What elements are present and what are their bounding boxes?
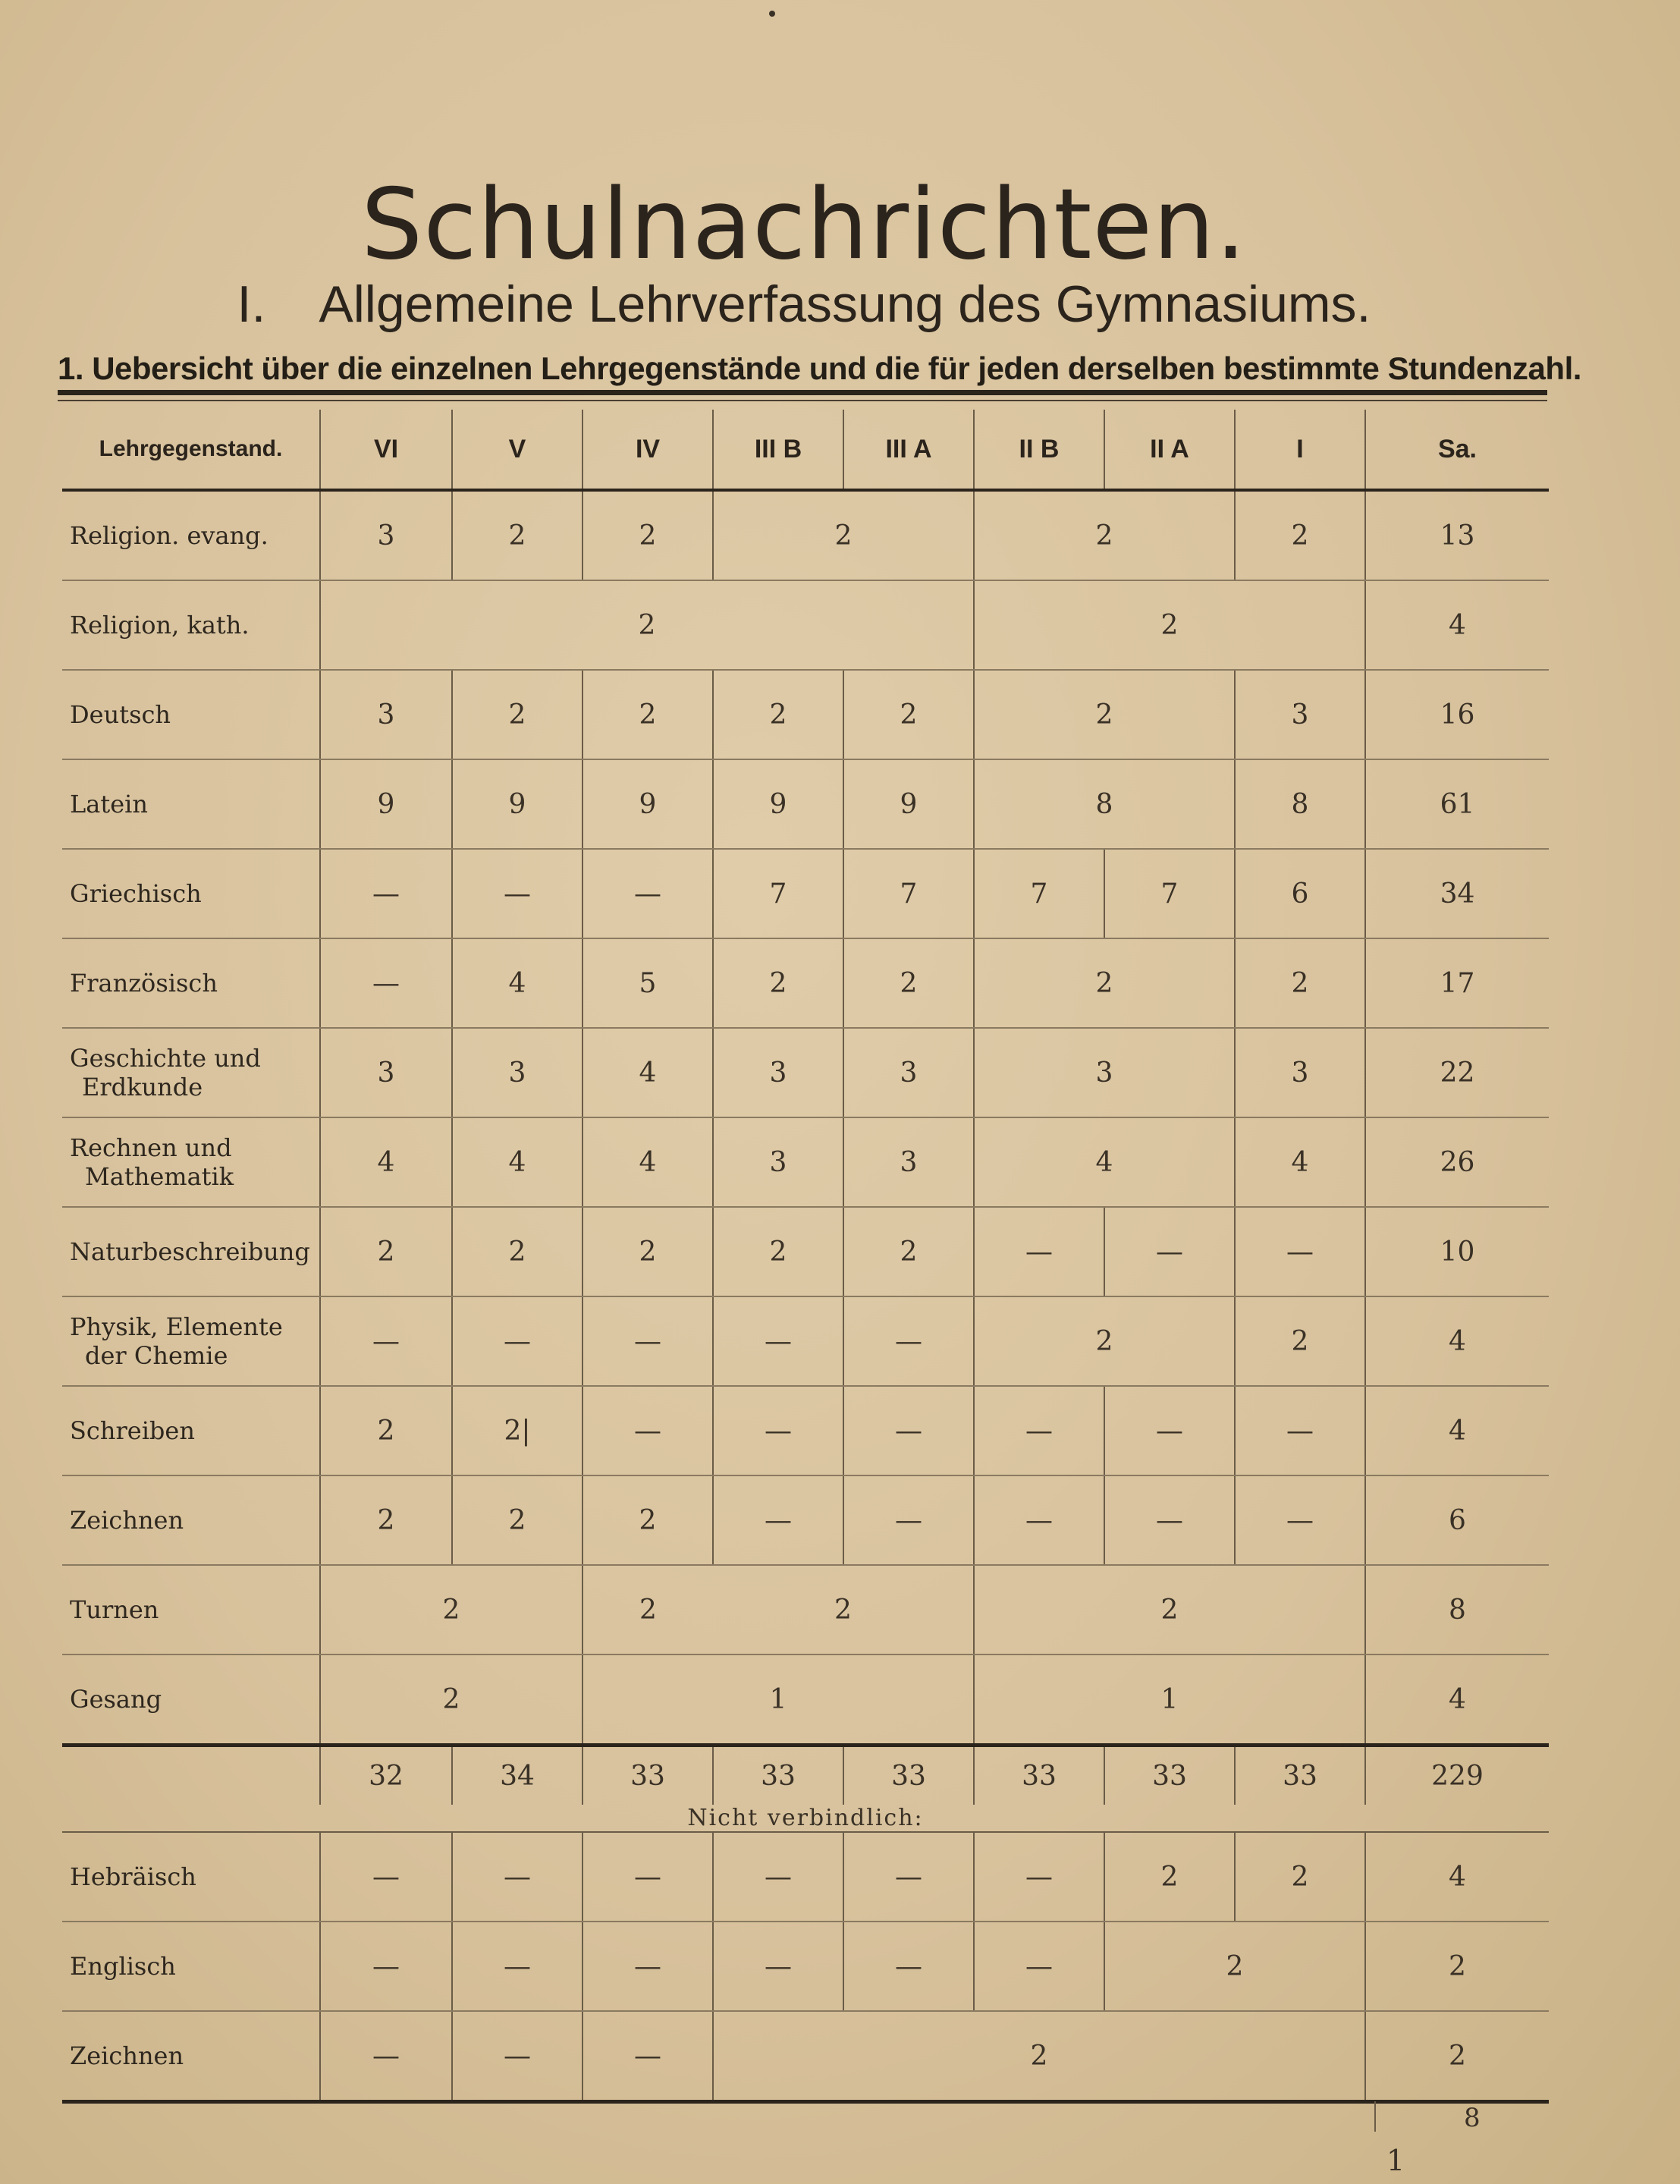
cell-iiia: — [843, 1386, 974, 1475]
total-iv: 33 [583, 1746, 713, 1805]
cell-v: 3 [452, 1028, 583, 1117]
footer-carry: 8 [1464, 2103, 1481, 2133]
cell-i: — [1235, 1207, 1365, 1296]
header-iia: II A [1104, 410, 1235, 490]
cell-ii: 2 [974, 490, 1235, 580]
cell-i: 3 [1235, 1028, 1365, 1117]
header-iiib: III B [713, 410, 843, 490]
cell-vi: 3 [320, 490, 452, 580]
cell-iiia: — [843, 1475, 974, 1565]
total-sum: 229 [1365, 1746, 1549, 1805]
header-vi: VI [320, 410, 452, 490]
cell-sum: 2 [1365, 1922, 1549, 2011]
cell-iv: 9 [583, 759, 713, 849]
cell-v: — [452, 1922, 583, 2011]
cell-mid: 1 [583, 1654, 974, 1746]
cell-sum: 4 [1365, 1654, 1549, 1746]
header-row [62, 410, 1549, 490]
cell-v: 9 [452, 759, 583, 849]
cell-iiia: 3 [843, 1117, 974, 1207]
cell-vi: 4 [320, 1117, 452, 1207]
cell-sum: 4 [1365, 1296, 1549, 1386]
row-physik [62, 1296, 1549, 1386]
header-iv: IV [583, 410, 713, 490]
cell-vi-v: 2 [320, 1654, 583, 1746]
subtitle-number: I. [237, 275, 266, 333]
cell-v: 4 [452, 1117, 583, 1207]
cell-vi: — [320, 1832, 452, 1922]
cell-iiib: 2 [713, 670, 843, 759]
cell-iii: 2 [713, 490, 974, 580]
row-zeichnen [62, 1475, 1549, 1565]
cell-iib: — [974, 1475, 1104, 1565]
cell-ii: 2 [974, 670, 1235, 759]
row-totals [62, 1746, 1549, 1805]
cell-iiib: — [713, 1386, 843, 1475]
total-i: 33 [1235, 1746, 1365, 1805]
cell-vi: — [320, 2011, 452, 2102]
cell-vi: 9 [320, 759, 452, 849]
cell-sum: 16 [1365, 670, 1549, 759]
cell-iia: — [1104, 1386, 1235, 1475]
row-hebraeisch [62, 1832, 1549, 1922]
cell-v: — [452, 849, 583, 938]
row-label [62, 1296, 320, 1386]
cell-iv: — [583, 1296, 713, 1386]
row-naturbeschreibung [62, 1207, 1549, 1296]
cell-vi: 3 [320, 670, 452, 759]
cell-iiib: — [713, 1296, 843, 1386]
total-vi: 32 [320, 1746, 452, 1805]
row-franzoesisch [62, 938, 1549, 1028]
cell-iiib: 2 [713, 1207, 843, 1296]
cell-upper: 2 [1104, 1922, 1365, 2011]
subtitle-text: Allgemeine Lehrverfassung des Gymnasiums. [319, 275, 1371, 333]
heading-rule-thin [58, 400, 1547, 401]
cell-sum: 4 [1365, 1386, 1549, 1475]
cell-iia: — [1104, 1207, 1235, 1296]
cell-v: — [452, 2011, 583, 2102]
cell-iib: — [974, 1922, 1104, 2011]
cell-iiib: 3 [713, 1028, 843, 1117]
cell-iiib: — [713, 1832, 843, 1922]
row-label: Zeichnen [62, 2011, 320, 2102]
cell-sum: 34 [1365, 849, 1549, 938]
row-label-line2: Erdkunde [82, 1073, 203, 1101]
cell-iv: 2 [583, 1565, 713, 1654]
cell-i: 8 [1235, 759, 1365, 849]
cell-ii: 2 [974, 938, 1235, 1028]
cell-iv: — [583, 1832, 713, 1922]
row-label: Religion. evang. [62, 490, 320, 580]
cell-iiib: — [713, 1922, 843, 2011]
row-label: Religion, kath. [62, 580, 320, 670]
cell-iia: 2 [1104, 1832, 1235, 1922]
row-englisch [62, 1922, 1549, 2011]
cell-iib: 7 [974, 849, 1104, 938]
header-i: I [1235, 410, 1365, 490]
cell-iib: — [974, 1207, 1104, 1296]
cell-sum: 2 [1365, 2011, 1549, 2102]
cell-i: 2 [1235, 938, 1365, 1028]
cell-iiia: 2 [843, 670, 974, 759]
row-turnen [62, 1565, 1549, 1654]
cell-vi: — [320, 1296, 452, 1386]
cell-sum: 26 [1365, 1117, 1549, 1207]
cell-vi: 2 [320, 1475, 452, 1565]
cell-v: 2 [452, 1207, 583, 1296]
page-number: 1 [1386, 2144, 1405, 2177]
cell-v: 2 [452, 670, 583, 759]
cell-sum: 4 [1365, 580, 1549, 670]
cell-i: 3 [1235, 670, 1365, 759]
cell-i: — [1235, 1386, 1365, 1475]
row-label: Griechisch [62, 849, 320, 938]
cell-upper: 2 [713, 2011, 1365, 2102]
cell-iiib: 2 [713, 938, 843, 1028]
cell-iv: — [583, 2011, 713, 2102]
cell-iiia: 9 [843, 759, 974, 849]
cell-sum: 17 [1365, 938, 1549, 1028]
cell-lower: 2 [320, 580, 974, 670]
schedule-table [62, 410, 1549, 2104]
row-label: Gesang [62, 1654, 320, 1746]
cell-v: 2| [452, 1386, 583, 1475]
cell-vi: 2 [320, 1207, 452, 1296]
row-label: Schreiben [62, 1386, 320, 1475]
cell-iib: — [974, 1832, 1104, 1922]
page-title: Schulnachrichten. [361, 168, 1247, 281]
cell-v: 4 [452, 938, 583, 1028]
cell-iv: 2 [583, 1207, 713, 1296]
row-griechisch [62, 849, 1549, 938]
cell-ii: 2 [974, 1296, 1235, 1386]
cell-vi: — [320, 849, 452, 938]
cell-v: 2 [452, 1475, 583, 1565]
cell-v: — [452, 1296, 583, 1386]
cell-ii: 3 [974, 1028, 1235, 1117]
cell-iia: 7 [1104, 849, 1235, 938]
row-label-empty [62, 1746, 320, 1805]
cell-ii: 4 [974, 1117, 1235, 1207]
row-label [62, 1117, 320, 1207]
header-sum: Sa. [1365, 410, 1549, 490]
total-iia: 33 [1104, 1746, 1235, 1805]
header-subject: Lehrgegenstand. [62, 410, 320, 490]
cell-vi: — [320, 938, 452, 1028]
cell-iiib: 3 [713, 1117, 843, 1207]
row-label-line1: Geschichte und [70, 1044, 261, 1073]
row-label: Turnen [62, 1565, 320, 1654]
cell-iiia: — [843, 1922, 974, 2011]
cell-v: — [452, 1832, 583, 1922]
cell-sum: 6 [1365, 1475, 1549, 1565]
cell-iv: 2 [583, 1475, 713, 1565]
cell-ii: 8 [974, 759, 1235, 849]
cell-vi: 2 [320, 1386, 452, 1475]
cell-iia: — [1104, 1475, 1235, 1565]
cell-i: — [1235, 1475, 1365, 1565]
section-heading: 1. Uebersicht über die einzelnen Lehrgegenstände und die für jeden derselben bestimmte Stundenzahl. [58, 350, 1581, 386]
cell-iv: — [583, 1386, 713, 1475]
row-label: Latein [62, 759, 320, 849]
cell-iiib: 9 [713, 759, 843, 849]
cell-v: 2 [452, 490, 583, 580]
cell-iv: 4 [583, 1028, 713, 1117]
row-nicht-verbindlich [62, 1805, 1549, 1832]
cell-iv: 2 [583, 490, 713, 580]
cell-vi-v: 2 [320, 1565, 583, 1654]
cell-i: 2 [1235, 1296, 1365, 1386]
row-gesang [62, 1654, 1549, 1746]
cell-sum: 13 [1365, 490, 1549, 580]
row-label: Hebräisch [62, 1832, 320, 1922]
cell-iiib: — [713, 1475, 843, 1565]
row-label: Englisch [62, 1922, 320, 2011]
cell-sum: 22 [1365, 1028, 1549, 1117]
cell-iiia: 3 [843, 1028, 974, 1117]
cell-iiia: — [843, 1832, 974, 1922]
header-iiia: III A [843, 410, 974, 490]
cell-iv: 4 [583, 1117, 713, 1207]
cell-iv: — [583, 1922, 713, 2011]
row-label-line1: Rechnen und [70, 1133, 232, 1162]
ink-dot [769, 11, 775, 17]
row-latein [62, 759, 1549, 849]
nicht-verbindlich-label: Nicht verbindlich: [62, 1805, 1549, 1832]
cell-sum: 10 [1365, 1207, 1549, 1296]
cell-vi: — [320, 1922, 452, 2011]
cell-vi: 3 [320, 1028, 452, 1117]
row-label: Deutsch [62, 670, 320, 759]
row-rechnen [62, 1117, 1549, 1207]
cell-i: 2 [1235, 1832, 1365, 1922]
row-zeichnen-optional [62, 2011, 1549, 2102]
cell-iv: — [583, 849, 713, 938]
header-iib: II B [974, 410, 1104, 490]
total-iib: 33 [974, 1746, 1104, 1805]
cell-sum: 8 [1365, 1565, 1549, 1654]
cell-upper: 2 [974, 580, 1365, 670]
cell-iiib: 7 [713, 849, 843, 938]
cell-iv: 5 [583, 938, 713, 1028]
cell-i: 4 [1235, 1117, 1365, 1207]
row-label-line2: Mathematik [85, 1162, 234, 1191]
row-label: Naturbeschreibung [62, 1207, 320, 1296]
cell-i: 2 [1235, 490, 1365, 580]
page-subtitle [0, 275, 1608, 334]
cell-iiia: 2 [843, 938, 974, 1028]
header-v: V [452, 410, 583, 490]
row-deutsch [62, 670, 1549, 759]
cell-iv: 2 [583, 670, 713, 759]
row-label [62, 1028, 320, 1117]
cell-iib: — [974, 1386, 1104, 1475]
cell-sum: 4 [1365, 1832, 1549, 1922]
cell-upper: 2 [974, 1565, 1365, 1654]
row-label: Französisch [62, 938, 320, 1028]
total-iiia: 33 [843, 1746, 974, 1805]
cell-iiia: — [843, 1296, 974, 1386]
row-label: Zeichnen [62, 1475, 320, 1565]
row-religion-kath [62, 580, 1549, 670]
cell-iiia: 7 [843, 849, 974, 938]
row-label-line1: Physik, Elemente [70, 1312, 283, 1341]
row-religion-evang [62, 490, 1549, 580]
row-schreiben [62, 1386, 1549, 1475]
cell-i: 6 [1235, 849, 1365, 938]
heading-rule [58, 390, 1547, 395]
row-geschichte [62, 1028, 1549, 1117]
total-v: 34 [452, 1746, 583, 1805]
footer-divider [1374, 2101, 1376, 2132]
cell-iii: 2 [713, 1565, 974, 1654]
row-label-line2: der Chemie [85, 1341, 228, 1370]
cell-iiia: 2 [843, 1207, 974, 1296]
cell-upper: 1 [974, 1654, 1365, 1746]
cell-sum: 61 [1365, 759, 1549, 849]
total-iiib: 33 [713, 1746, 843, 1805]
